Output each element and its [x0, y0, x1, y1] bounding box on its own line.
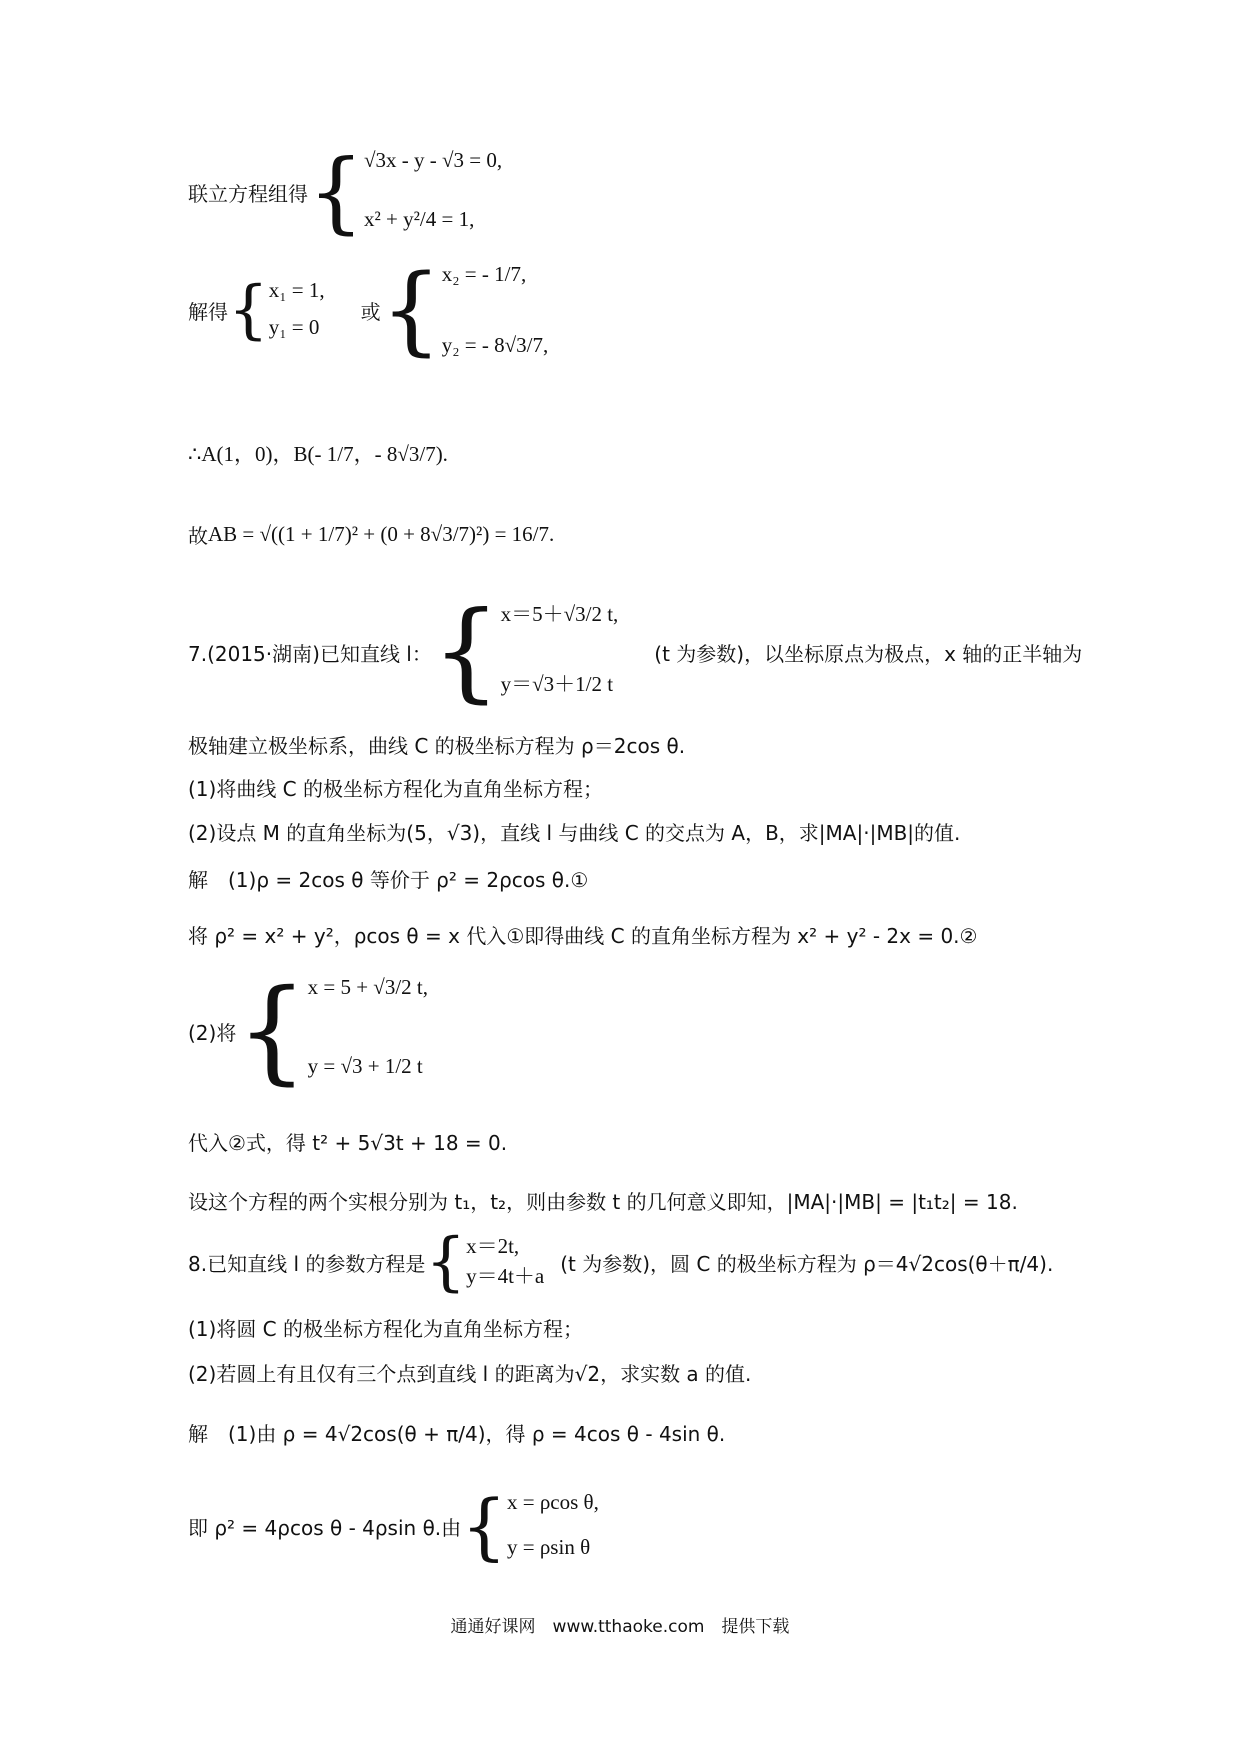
q7-head: 7.(2015·湖南)已知直线 l：	[188, 641, 432, 666]
s7-line1	[188, 864, 588, 893]
s8-2-text: 即 ρ² = 4ρcos θ - 4ρsin θ.由	[188, 1515, 462, 1540]
text-distance: AB = √((1 + 1/7)² + (0 + 8√3/7)²) = 16/7.	[208, 522, 555, 546]
solution-system-1: { x₁ = 1, y₁ = 0	[228, 273, 325, 347]
eq-row: x₂ = - 1/7,	[441, 262, 527, 286]
s8-1: 解 (1)由 ρ = 4√2cos(θ + π/4)，得 ρ = 4cos θ - 4sin θ.	[188, 1422, 726, 1446]
question-8-head	[188, 1225, 1054, 1299]
eq-row: y＝√3＋1/2 t	[500, 672, 614, 696]
s8-line1	[188, 1418, 725, 1447]
eq-row: y₂ = - 8√3/7,	[441, 333, 549, 357]
s8-system: { x = ρcos θ, y = ρsin θ	[461, 1484, 599, 1568]
s7-2: 将 ρ² = x² + y²，ρcos θ = x 代入①即得曲线 C 的直角坐标方程为 x² + y² - 2x = 0.②	[188, 924, 978, 948]
q8-system: { x＝2t, y＝4t＋a	[425, 1225, 545, 1299]
s7-system: { x = 5 + √3/2 t, y = √3 + 1/2 t	[236, 966, 428, 1096]
question-7-head	[188, 589, 1083, 714]
text-l4-label: 故	[188, 524, 208, 548]
q8-part2	[188, 1358, 751, 1387]
eq-row: y = ρsin θ	[506, 1535, 591, 1559]
text-l2-label: 解得	[188, 299, 228, 324]
line-points	[188, 438, 448, 468]
s7-4: 代入②式，得 t² + 5√3t + 18 = 0.	[188, 1131, 508, 1155]
equation-system: { √3x - y - √3 = 0, x² + y²/4 = 1,	[308, 140, 503, 243]
line-solutions	[188, 254, 549, 366]
eq-row: y₁ = 0	[268, 315, 320, 339]
s7-line3	[188, 966, 428, 1096]
text-l1-label: 联立方程组得	[188, 181, 308, 206]
solution-system-2: { x₂ = - 1/7, y₂ = - 8√3/7,	[380, 254, 549, 366]
q7-part2	[188, 817, 960, 846]
s7-line4	[188, 1127, 507, 1156]
eq-row: x＝2t,	[466, 1234, 520, 1258]
q8-p2: (2)若圆上有且仅有三个点到直线 l 的距离为√2，求实数 a 的值.	[188, 1362, 752, 1386]
q8-p1: (1)将圆 C 的极坐标方程化为直角坐标方程；	[188, 1317, 584, 1341]
q7-p2: (2)设点 M 的直角坐标为(5，√3)，直线 l 与曲线 C 的交点为 A，B，求|MA|·|MB|的值.	[188, 821, 961, 845]
q7-line2	[188, 730, 685, 759]
text-points: ∴A(1，0)，B(- 1/7，- 8√3/7).	[188, 442, 448, 466]
eq-row: x＝5＋√3/2 t,	[500, 602, 619, 626]
eq-row: √3x - y - √3 = 0,	[364, 148, 503, 172]
q7-p1: (1)将曲线 C 的极坐标方程化为直角坐标方程；	[188, 777, 604, 801]
q8-head: 8.已知直线 l 的参数方程是	[188, 1251, 426, 1276]
s7-1: 解 (1)ρ = 2cos θ 等价于 ρ² = 2ρcos θ.①	[188, 868, 589, 892]
eq-row: y = √3 + 1/2 t	[307, 1054, 423, 1078]
s7-3-label: (2)将	[188, 1020, 237, 1045]
eq-row: x = ρcos θ,	[506, 1490, 599, 1514]
q7-part1	[188, 773, 603, 802]
q7-system: { x＝5＋√3/2 t, y＝√3＋1/2 t	[431, 589, 619, 714]
eq-row: y＝4t＋a	[466, 1264, 545, 1288]
s7-line2	[188, 920, 977, 949]
line-distance	[188, 520, 554, 549]
eq-row: x₁ = 1,	[268, 278, 325, 302]
s7-line5	[188, 1186, 1018, 1215]
q7-tail: (t 为参数)，以坐标原点为极点，x 轴的正半轴为	[654, 641, 1083, 666]
text-or: 或	[360, 299, 381, 324]
eq-row: x = 5 + √3/2 t,	[307, 975, 428, 999]
page-footer: 通通好课网 www.tthaoke.com 提供下载	[450, 1617, 790, 1637]
line-system-1	[188, 140, 503, 243]
eq-row: x² + y²/4 = 1,	[364, 207, 475, 231]
q8-part1	[188, 1313, 583, 1342]
q8-tail: (t 为参数)，圆 C 的极坐标方程为 ρ＝4√2cos(θ＋π/4).	[560, 1251, 1054, 1276]
q7-l2: 极轴建立极坐标系，曲线 C 的极坐标方程为 ρ＝2cos θ.	[188, 734, 686, 758]
s8-line2	[188, 1484, 599, 1568]
s7-5: 设这个方程的两个实根分别为 t₁，t₂，则由参数 t 的几何意义即知，|MA|·|MB| = |t₁t₂| = 18.	[188, 1190, 1018, 1214]
